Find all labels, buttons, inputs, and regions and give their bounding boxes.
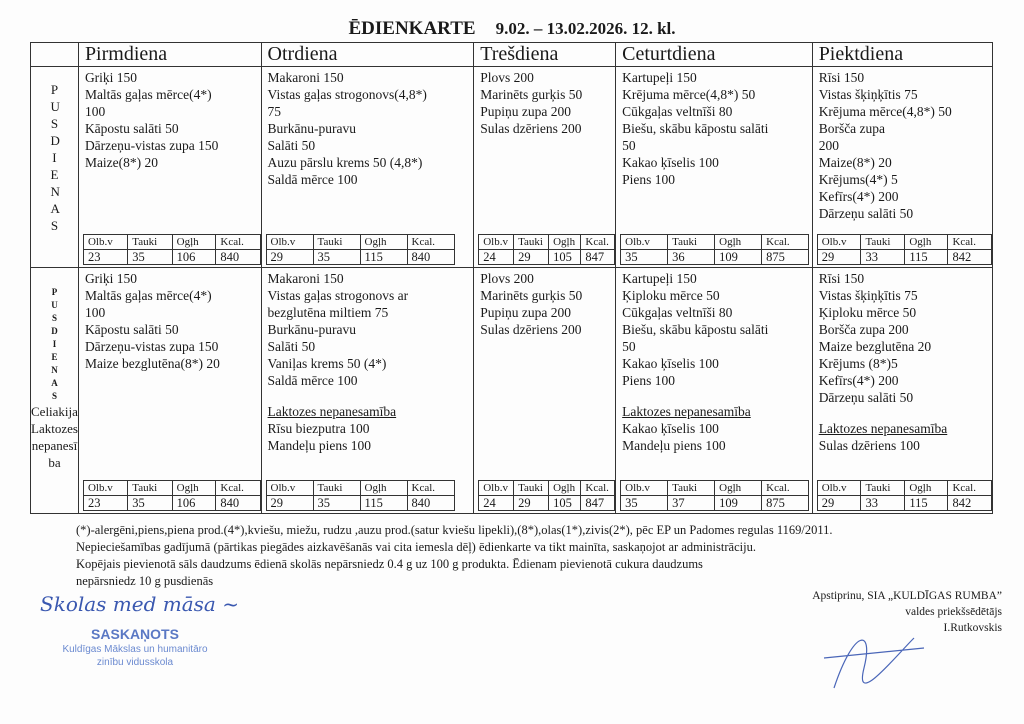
nutrition-value: 37 — [668, 496, 715, 511]
menu-item: 100 — [84, 305, 106, 320]
row-label-special-diet — [31, 268, 79, 514]
row-label-text: PUSDIENAS — [51, 287, 58, 401]
nutrition-header: Kcal. — [948, 481, 992, 496]
menu-items — [616, 268, 812, 456]
menu-item: Plovs 200 — [480, 70, 534, 85]
menu-items — [474, 67, 615, 139]
menu-item: Vaniļas krems 50 (4*) — [267, 356, 387, 371]
nutrition-header: Kcal. — [407, 481, 454, 496]
approval-block — [702, 588, 1024, 636]
stamp-line2: zinību vidusskola — [96, 657, 174, 668]
menu-item: Vistas šķiņķītis 75 — [818, 87, 918, 102]
menu-cell — [474, 268, 616, 514]
day-header: Pirmdiena — [78, 43, 261, 67]
menu-item: Saldā mērce 100 — [267, 373, 358, 388]
nutrition-value: 35 — [621, 250, 668, 265]
nutrition-value: 115 — [905, 250, 948, 265]
menu-item: Kefīrs(4*) 200 — [818, 189, 899, 204]
nutrition-header: Ogļh — [715, 235, 762, 250]
menu-item: Maize bezglutēna(8*) 20 — [84, 356, 220, 371]
day-header: Piektdiena — [812, 43, 992, 67]
nutrition-value: 35 — [621, 496, 668, 511]
footnotes — [76, 522, 833, 590]
menu-item: Makaroni 150 — [267, 70, 344, 85]
row-label-text: PUSDIENAS — [50, 82, 60, 233]
menu-item: Piens 100 — [622, 172, 676, 187]
nutrition-header: Kcal. — [581, 481, 615, 496]
menu-cell — [474, 67, 616, 268]
nutrition-header: Ogļh — [905, 481, 948, 496]
nutrition-value: 840 — [216, 250, 260, 265]
nutrition-header: Ogļh — [172, 481, 216, 496]
nutrition-header: Kcal. — [216, 235, 260, 250]
nutrition-value: 115 — [360, 496, 407, 511]
nutrition-header: Tauki — [861, 481, 905, 496]
nutrition-header: Ogļh — [172, 235, 216, 250]
menu-item: Plovs 200 — [480, 271, 534, 286]
signature-scribble — [814, 618, 934, 698]
handwritten-signature: Skolas med māsa ~ — [40, 592, 239, 616]
menu-item: Krējums (8*)5 — [818, 356, 898, 371]
footnote-salt: Kopējais pievienotā sāls daudzums ēdienā skolās nepārsniedz 0.4 g uz 100 g produkta. Ēdienam pievienotā cukura daudzums — [76, 557, 703, 571]
menu-item: Kāpostu salāti 50 — [84, 121, 179, 136]
nutrition-header: Kcal. — [762, 235, 809, 250]
nutrition-table — [83, 480, 261, 511]
menu-cell — [616, 268, 813, 514]
approval-stamp — [40, 628, 230, 669]
menu-items — [79, 67, 261, 173]
nutrition-value: 29 — [514, 250, 549, 265]
footnote-allergens: (*)-alergēni,piens,piena prod.(4*),kviešu, miežu, rudzu ,auzu prod.(satur kviešu lipekli),(8*),olas(1*),zivis(2*), pēc EP un Padomes regulas 1169/2011. — [76, 523, 833, 537]
menu-item: bezglutēna miltiem 75 — [267, 305, 389, 320]
menu-items — [616, 67, 812, 190]
menu-item: Rīsi 150 — [818, 70, 865, 85]
menu-item: Piens 100 — [622, 373, 676, 388]
menu-item: Vistas gaļas strogonovs(4,8*) — [267, 87, 427, 102]
menu-items — [813, 268, 992, 456]
nutrition-value: 35 — [313, 250, 360, 265]
nutrition-value: 29 — [266, 496, 313, 511]
nutrition-header: Tauki — [514, 235, 549, 250]
handwritten-text: Skolas med māsa — [40, 592, 216, 616]
nutrition-header: Kcal. — [407, 235, 454, 250]
approval-position: valdes priekšsēdētājs — [905, 606, 1002, 618]
nutrition-value: 840 — [216, 496, 260, 511]
menu-item: Salāti 50 — [267, 138, 316, 153]
menu-item: Maltās gaļas mērce(4*) — [84, 87, 212, 102]
day-header: Ceturtdiena — [616, 43, 813, 67]
menu-item: Pupiņu zupa 200 — [480, 104, 571, 119]
lactose-item: Rīsu biezputra 100 — [267, 421, 370, 436]
nutrition-header: Tauki — [313, 481, 360, 496]
menu-item: Kāpostu salāti 50 — [84, 322, 179, 337]
lactose-item: Kakao ķīselis 100 — [622, 421, 719, 436]
lactose-item: Mandeļu piens 100 — [267, 438, 372, 453]
menu-cell — [78, 268, 261, 514]
menu-item: Krējums(4*) 5 — [818, 172, 898, 187]
nutrition-value: 35 — [128, 496, 172, 511]
date-range: 9.02. – 13.02.2026. 12. kl. — [495, 19, 676, 38]
menu-item: Vistas gaļas strogonovs ar — [267, 288, 409, 303]
nutrition-table — [817, 480, 992, 511]
nutrition-value: 847 — [581, 496, 615, 511]
nutrition-header: Ogļh — [715, 481, 762, 496]
menu-items — [262, 67, 474, 190]
nutrition-table — [620, 480, 809, 511]
menu-item: Boršča zupa — [818, 121, 886, 136]
menu-item: Auzu pārslu krems 50 (4,8*) — [267, 155, 423, 170]
menu-item: Rīsi 150 — [818, 271, 865, 286]
menu-item: Kakao ķīselis 100 — [622, 356, 719, 371]
nutrition-value: 33 — [861, 250, 905, 265]
nutrition-value: 23 — [83, 250, 127, 265]
nutrition-table — [817, 234, 992, 265]
nutrition-header: Olb.v — [266, 235, 313, 250]
menu-item: Sulas dzēriens 200 — [480, 121, 582, 136]
nutrition-header: Olb.v — [83, 481, 127, 496]
nutrition-value: 847 — [581, 250, 615, 265]
nutrition-table — [478, 234, 615, 265]
menu-item: Marinēts gurķis 50 — [480, 87, 583, 102]
menu-item: Kartupeļi 150 — [622, 70, 697, 85]
nutrition-header: Tauki — [514, 481, 549, 496]
menu-item: 75 — [267, 104, 282, 119]
menu-item: Sulas dzēriens 200 — [480, 322, 582, 337]
nutrition-header: Olb.v — [621, 481, 668, 496]
nutrition-table — [478, 480, 615, 511]
menu-item: Burkānu-puravu — [267, 121, 357, 136]
menu-item: Dārzeņu-vistas zupa 150 — [84, 339, 219, 354]
stamp-line1: Kuldīgas Mākslas un humanitāro — [62, 644, 208, 655]
menu-cell — [812, 67, 992, 268]
nutrition-table — [83, 234, 261, 265]
menu-item: Griķi 150 — [84, 70, 138, 85]
nutrition-header: Olb.v — [817, 481, 861, 496]
menu-item: Burkānu-puravu — [267, 322, 357, 337]
nutrition-value: 29 — [514, 496, 549, 511]
nutrition-value: 115 — [360, 250, 407, 265]
nutrition-value: 24 — [479, 496, 514, 511]
menu-item: Krējuma mērce(4,8*) 50 — [622, 87, 756, 102]
nutrition-header: Ogļh — [360, 235, 407, 250]
menu-item: Biešu, skābu kāpostu salāti — [622, 322, 769, 337]
nutrition-header: Tauki — [128, 481, 172, 496]
nutrition-header: Olb.v — [817, 235, 861, 250]
menu-items — [813, 67, 992, 224]
menu-cell — [812, 268, 992, 514]
menu-item: 50 — [622, 138, 636, 153]
nutrition-header: Kcal. — [762, 481, 809, 496]
nutrition-value: 29 — [817, 496, 861, 511]
menu-item: 100 — [84, 104, 106, 119]
menu-item: Griķi 150 — [84, 271, 138, 286]
nutrition-header: Ogļh — [549, 235, 581, 250]
footnote-sugar: nepārsniedz 10 g pusdienās — [76, 574, 214, 588]
stamp-title: SASKAŅOTS — [91, 626, 179, 642]
approval-company: Apstiprinu, SIA „KULDĪGAS RUMBA” — [812, 590, 1002, 602]
nutrition-header: Ogļh — [905, 235, 948, 250]
menu-item: Dārzeņu salāti 50 — [818, 390, 914, 405]
menu-item: Dārzeņu-vistas zupa 150 — [84, 138, 219, 153]
lactose-title: Laktozes nepanesamība — [818, 421, 948, 436]
nutrition-header: Kcal. — [948, 235, 992, 250]
menu-item: 50 — [622, 339, 636, 354]
menu-items — [262, 268, 474, 456]
nutrition-header: Kcal. — [581, 235, 615, 250]
menu-item: Makaroni 150 — [267, 271, 344, 286]
nutrition-value: 29 — [266, 250, 313, 265]
nutrition-value: 24 — [479, 250, 514, 265]
menu-item: Dārzeņu salāti 50 — [818, 206, 914, 221]
nutrition-table — [266, 480, 455, 511]
nutrition-value: 105 — [549, 496, 581, 511]
menu-item: Ķiploku mērce 50 — [818, 305, 917, 320]
row-label-lunch — [31, 67, 79, 268]
nutrition-value: 875 — [762, 496, 809, 511]
nutrition-header: Ogļh — [549, 481, 581, 496]
menu-items — [474, 268, 615, 340]
nutrition-value: 33 — [861, 496, 905, 511]
nutrition-value: 109 — [715, 250, 762, 265]
nutrition-value: 106 — [172, 496, 216, 511]
nutrition-header: Tauki — [128, 235, 172, 250]
lactose-title: Laktozes nepanesamība — [622, 404, 751, 419]
nutrition-header: Tauki — [668, 481, 715, 496]
nutrition-header: Olb.v — [83, 235, 127, 250]
special-diet-label: Celiakija Laktozes nepanesī ba — [31, 404, 78, 470]
nutrition-value: 842 — [948, 496, 992, 511]
nutrition-value: 840 — [407, 250, 454, 265]
nutrition-table — [620, 234, 809, 265]
menu-item: Krējuma mērce(4,8*) 50 — [818, 104, 952, 119]
nutrition-header: Olb.v — [266, 481, 313, 496]
nutrition-value: 842 — [948, 250, 992, 265]
nutrition-value: 29 — [817, 250, 861, 265]
nutrition-header: Olb.v — [479, 481, 514, 496]
menu-item: Kefīrs(4*) 200 — [818, 373, 899, 388]
day-header: Otrdiena — [261, 43, 474, 67]
nutrition-value: 35 — [313, 496, 360, 511]
menu-table — [30, 42, 993, 514]
menu-item: Kakao ķīselis 100 — [622, 155, 719, 170]
menu-item: Vistas šķiņķītis 75 — [818, 288, 918, 303]
menu-item: Biešu, skābu kāpostu salāti — [622, 121, 769, 136]
menu-item: Boršča zupa 200 — [818, 322, 909, 337]
menu-cell — [78, 67, 261, 268]
document-title — [0, 18, 1024, 40]
menu-items — [79, 268, 261, 374]
nutrition-value: 36 — [668, 250, 715, 265]
footnote-changes: Nepieciešamības gadījumā (pārtikas piegādes aizkavēšanās vai cita iemesla dēļ) ēdienkarte va tikt mainīta, saskaņojot ar administrāciju. — [76, 540, 756, 554]
menu-item: Maize(8*) 20 — [84, 155, 159, 170]
nutrition-header: Tauki — [313, 235, 360, 250]
nutrition-value: 105 — [549, 250, 581, 265]
menu-item: Cūkgaļas veltnīši 80 — [622, 104, 733, 119]
menu-item: Maize bezglutēna 20 — [818, 339, 932, 354]
nutrition-value: 35 — [128, 250, 172, 265]
menu-cell — [261, 268, 474, 514]
menu-item: Cūkgaļas veltnīši 80 — [622, 305, 733, 320]
title-text: ĒDIENKARTE — [348, 18, 476, 39]
menu-item: Maize(8*) 20 — [818, 155, 892, 170]
day-header: Trešdiena — [474, 43, 616, 67]
nutrition-value: 23 — [83, 496, 127, 511]
menu-item: Pupiņu zupa 200 — [480, 305, 571, 320]
menu-cell — [616, 67, 813, 268]
nutrition-header: Tauki — [668, 235, 715, 250]
lactose-title: Laktozes nepanesamība — [267, 404, 397, 419]
nutrition-value: 115 — [905, 496, 948, 511]
menu-item: Kartupeļi 150 — [622, 271, 697, 286]
menu-cell — [261, 67, 474, 268]
corner-cell — [31, 43, 79, 67]
nutrition-header: Kcal. — [216, 481, 260, 496]
nutrition-value: 875 — [762, 250, 809, 265]
nutrition-value: 109 — [715, 496, 762, 511]
menu-item: Ķiploku mērce 50 — [622, 288, 720, 303]
menu-item: 200 — [818, 138, 839, 153]
nutrition-table — [266, 234, 455, 265]
nutrition-header: Olb.v — [621, 235, 668, 250]
nutrition-header: Ogļh — [360, 481, 407, 496]
nutrition-header: Tauki — [861, 235, 905, 250]
approval-name: I.Rutkovskis — [943, 622, 1002, 634]
menu-item: Saldā mērce 100 — [267, 172, 358, 187]
menu-item: Salāti 50 — [267, 339, 316, 354]
lactose-item: Sulas dzēriens 100 — [818, 438, 920, 453]
nutrition-header: Olb.v — [479, 235, 514, 250]
menu-item: Maltās gaļas mērce(4*) — [84, 288, 212, 303]
nutrition-value: 106 — [172, 250, 216, 265]
lactose-item: Mandeļu piens 100 — [622, 438, 726, 453]
nutrition-value: 840 — [407, 496, 454, 511]
menu-item: Marinēts gurķis 50 — [480, 288, 583, 303]
